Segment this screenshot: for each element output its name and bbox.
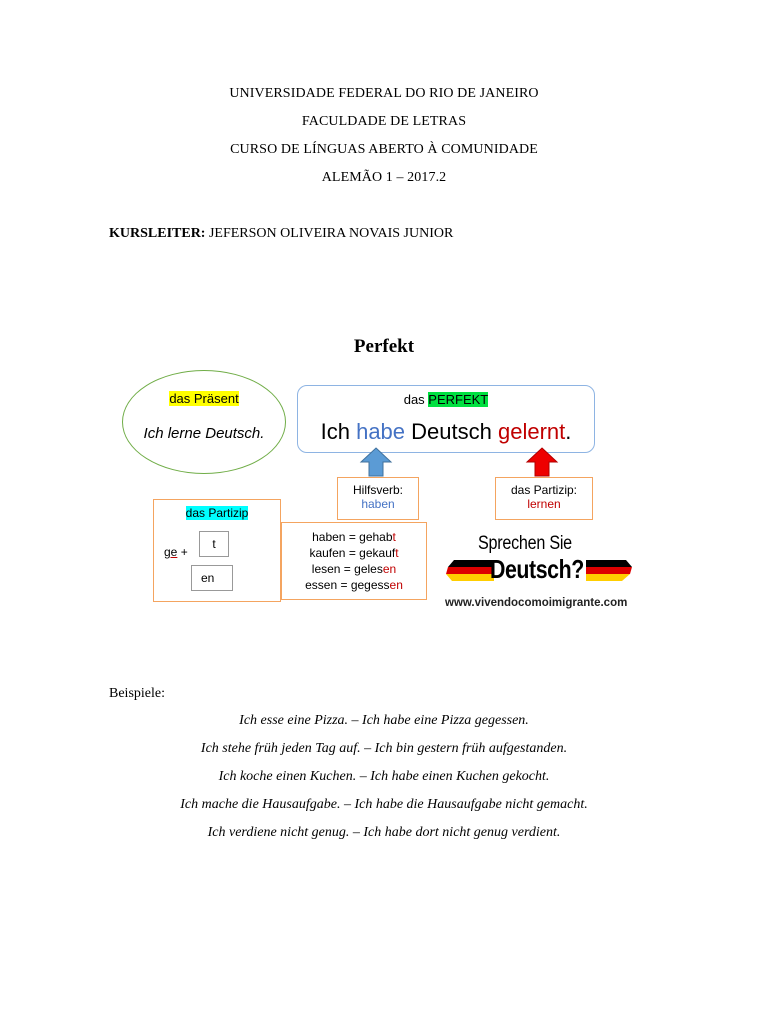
university-name: UNIVERSIDADE FEDERAL DO RIO DE JANEIRO — [229, 86, 539, 101]
partizip-formula-label-wrap — [153, 506, 281, 520]
example-sentence: Ich stehe früh jeden Tag auf. – Ich bin gestern früh aufgestanden. — [200, 741, 568, 756]
faculty-name: FACULDADE DE LETRAS — [301, 114, 467, 129]
logo-line1: Sprechen Sie — [478, 533, 572, 554]
hilfsverb-value: haben — [361, 497, 395, 511]
kursleiter-label: KURSLEITER: — [109, 226, 206, 241]
example-sentence: Ich esse eine Pizza. – Ich habe eine Pizza gegessen. — [239, 713, 529, 728]
course-name: CURSO DE LÍNGUAS ABERTO À COMUNIDADE — [230, 142, 538, 157]
perfekt-label-prefix: das — [403, 392, 429, 407]
logo-url: www.vivendocomoimigrante.com — [445, 597, 628, 609]
perfekt-sentence — [297, 419, 595, 445]
page-title: Perfekt — [353, 336, 415, 357]
course-level: ALEMÃO 1 – 2017.2 — [321, 170, 447, 185]
perfekt-label: PERFEKT — [428, 392, 489, 407]
example-sentence: Ich koche einen Kuchen. – Ich habe einen Kuchen gekocht. — [218, 769, 550, 784]
partizip-info-box — [495, 477, 593, 520]
partizip-examples-box — [281, 522, 427, 600]
kursleiter-name: JEFERSON OLIVEIRA NOVAIS JUNIOR — [208, 226, 454, 241]
example-ending: t — [395, 546, 399, 560]
german-flag-left-icon — [444, 560, 494, 582]
ge-prefix-wrap — [164, 545, 188, 559]
example-sentence: Ich verdiene nicht genug. – Ich habe dort nicht genug verdient. — [207, 825, 561, 840]
example-base: lesen = — [311, 562, 355, 576]
suffix-t-box: t — [199, 531, 229, 557]
perfekt-word-habe: habe — [356, 419, 406, 444]
partizip-example-row — [282, 577, 426, 593]
partizip-info-label: das Partizip: — [510, 483, 578, 497]
hilfsverb-box — [337, 477, 419, 520]
beispiele-label: Beispiele: — [109, 686, 165, 701]
example-stem: gegess — [350, 578, 390, 592]
ge-prefix: ge — [164, 545, 178, 559]
example-ending: en — [389, 578, 403, 592]
partizip-example-row — [282, 561, 426, 577]
arrow-up-red-icon — [525, 446, 559, 478]
praesent-sentence: Ich lerne Deutsch. — [143, 425, 265, 442]
partizip-info-value: lernen — [527, 497, 561, 511]
suffix-en-box: en — [191, 565, 233, 591]
example-stem: geles — [354, 562, 383, 576]
example-stem: gekauf — [359, 546, 396, 560]
praesent-ellipse — [122, 370, 286, 474]
partizip-example-row — [282, 545, 426, 561]
example-ending: en — [382, 562, 397, 576]
partizip-formula-label: das Partizip — [185, 506, 249, 520]
hilfsverb-label: Hilfsverb: — [352, 483, 403, 497]
logo-line2: Deutsch? — [490, 554, 584, 584]
arrow-up-blue-icon — [359, 446, 393, 478]
german-flag-right-icon — [586, 560, 632, 582]
perfekt-word-gelernt: gelernt — [498, 419, 566, 444]
example-ending: t — [392, 530, 396, 544]
example-base: kaufen = — [309, 546, 360, 560]
example-base: essen = — [305, 578, 351, 592]
example-base: haben = — [312, 530, 360, 544]
example-stem: gehab — [359, 530, 393, 544]
perfekt-word-deutsch: Deutsch — [411, 419, 492, 444]
perfekt-label-wrap — [297, 392, 595, 407]
praesent-label: das Präsent — [169, 391, 239, 406]
partizip-example-row — [282, 529, 426, 545]
praesent-label-wrap — [122, 391, 286, 406]
perfekt-word-period: . — [565, 419, 572, 444]
example-sentence: Ich mache die Hausaufgabe. – Ich habe die Hausaufgabe nicht gemacht. — [180, 797, 588, 812]
kursleiter-line — [109, 226, 453, 242]
perfekt-word-ich: Ich — [320, 419, 350, 444]
ge-plus: + — [177, 545, 188, 559]
